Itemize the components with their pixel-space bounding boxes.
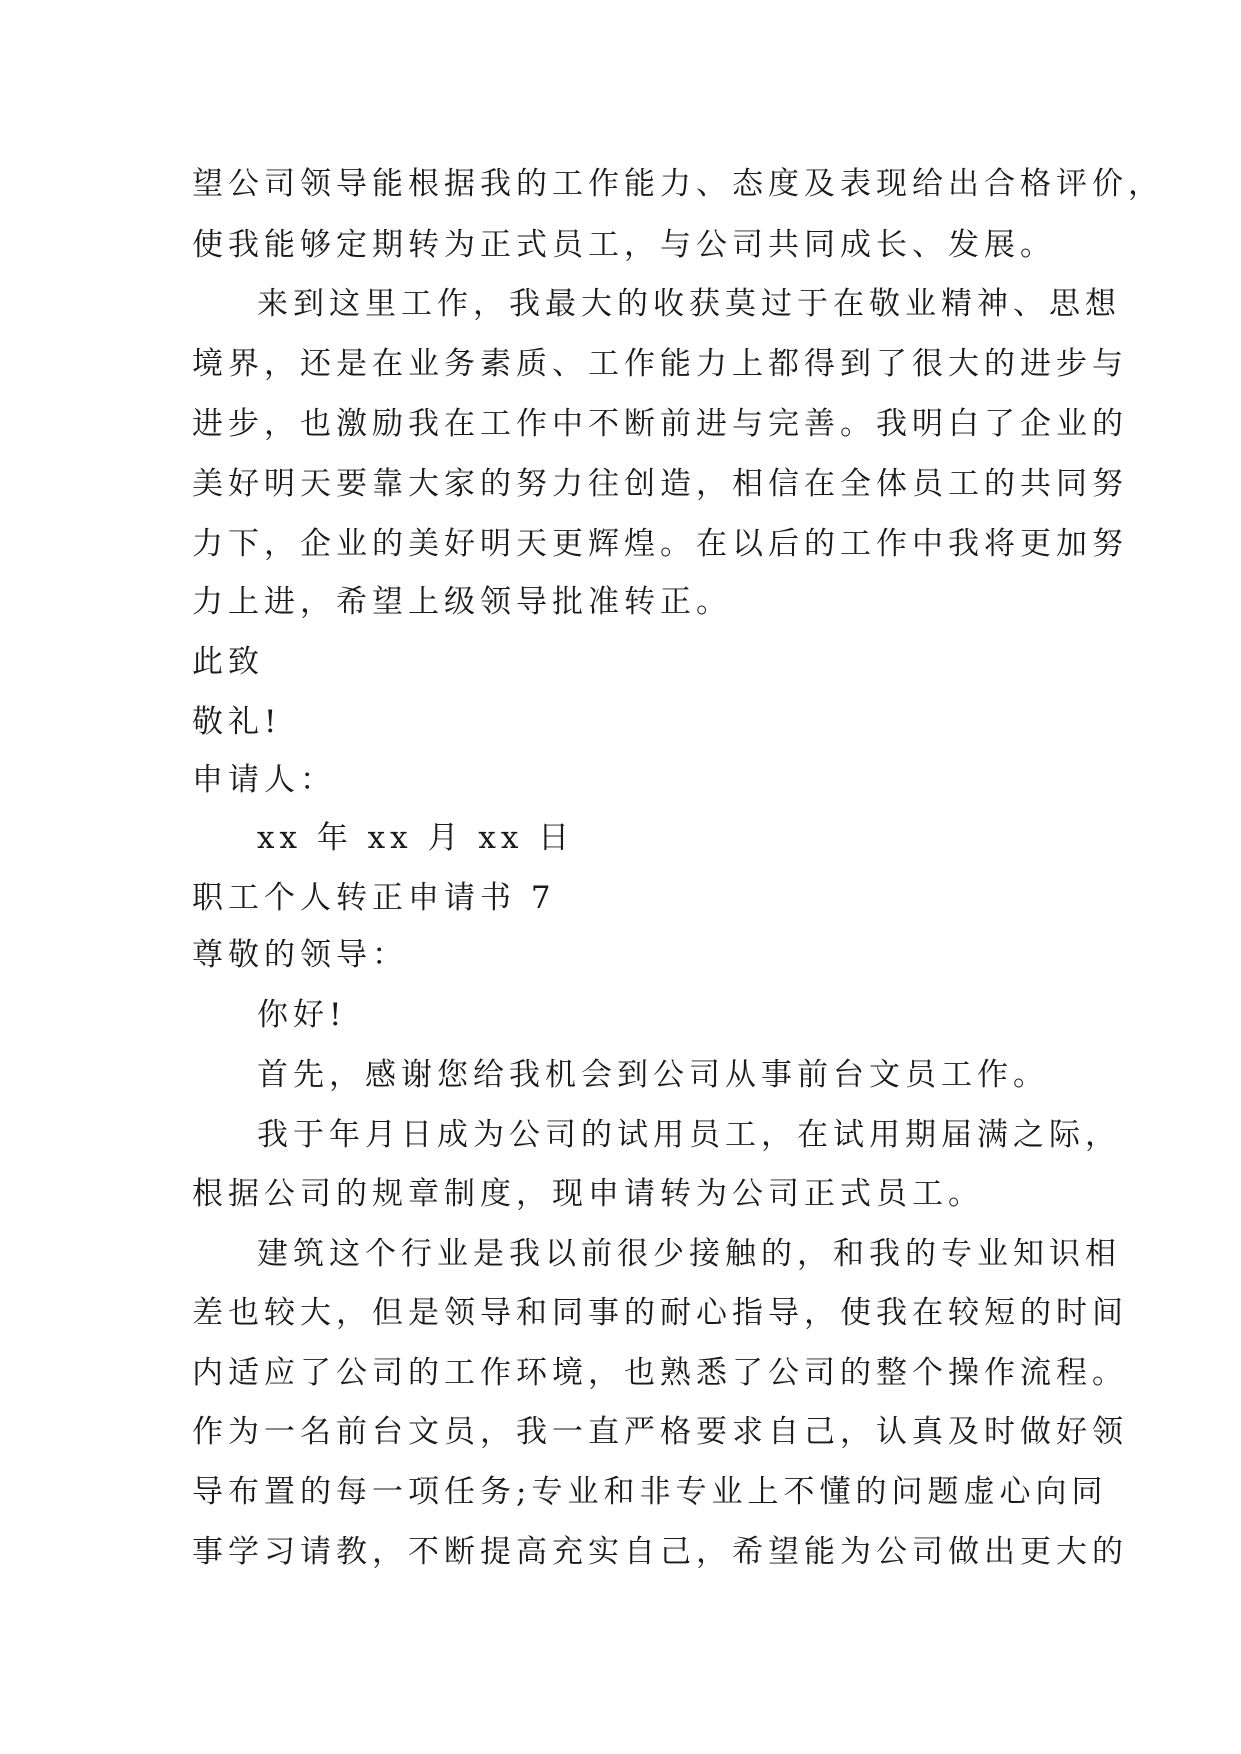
paragraph-line: 境界，还是在业务素质、工作能力上都得到了很大的进步与 xyxy=(192,346,1128,382)
paragraph-line: 来到这里工作，我最大的收获莫过于在敬业精神、思想 xyxy=(257,286,1121,322)
paragraph-line: 美好明天要靠大家的努力往创造，相信在全体员工的共同努 xyxy=(192,466,1128,502)
paragraph-line: 望公司领导能根据我的工作能力、态度及表现给出合格评价， xyxy=(192,166,1164,202)
paragraph-line: 进步，也激励我在工作中不断前进与完善。我明白了企业的 xyxy=(192,406,1128,442)
section-title: 职工个人转正申请书 7 xyxy=(192,880,556,916)
paragraph-line: 作为一名前台文员，我一直严格要求自己，认真及时做好领 xyxy=(192,1414,1128,1450)
closing-salutation: 此致 xyxy=(192,644,264,680)
paragraph-line: 力上进，希望上级领导批准转正。 xyxy=(192,584,732,620)
paragraph-line: 建筑这个行业是我以前很少接触的，和我的专业知识相 xyxy=(257,1236,1121,1272)
paragraph-line: 内适应了公司的工作环境，也熟悉了公司的整个操作流程。 xyxy=(192,1355,1128,1391)
date-line: xx 年 xx 月 xx 日 xyxy=(257,820,575,856)
paragraph-line: 差也较大，但是领导和同事的耐心指导，使我在较短的时间 xyxy=(192,1295,1128,1331)
paragraph-line: 导布置的每一项任务;专业和非专业上不懂的问题虚心向同 xyxy=(192,1474,1108,1510)
paragraph-line: 力下，企业的美好明天更辉煌。在以后的工作中我将更加努 xyxy=(192,526,1128,562)
applicant-label: 申请人： xyxy=(192,762,336,798)
paragraph-line: 我于年月日成为公司的试用员工，在试用期届满之际， xyxy=(257,1117,1121,1153)
greeting-line: 尊敬的领导： xyxy=(192,937,408,973)
paragraph-line: 首先，感谢您给我机会到公司从事前台文员工作。 xyxy=(257,1057,1049,1093)
closing-regards: 敬礼! xyxy=(192,704,282,740)
paragraph-line: 使我能够定期转为正式员工，与公司共同成长、发展。 xyxy=(192,227,1056,263)
paragraph-line: 根据公司的规章制度，现申请转为公司正式员工。 xyxy=(192,1176,984,1212)
greeting-hello: 你好! xyxy=(257,997,347,1033)
paragraph-line: 事学习请教，不断提高充实自己，希望能为公司做出更大的 xyxy=(192,1534,1128,1570)
